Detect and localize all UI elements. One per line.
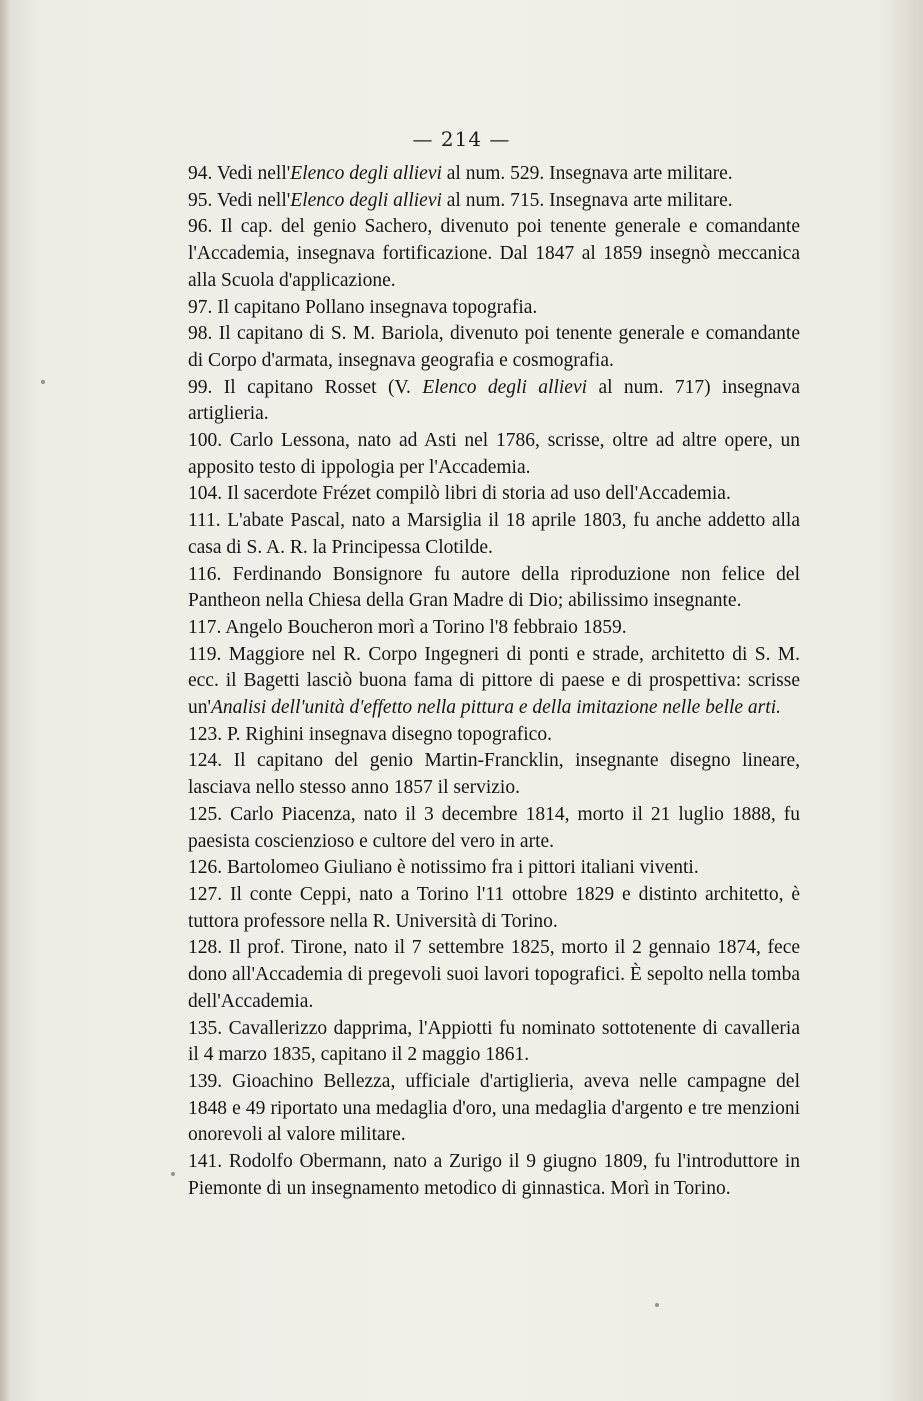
note-number: 104. bbox=[188, 483, 223, 505]
note-text-tail: al num. 529. Insegnava arte militare. bbox=[441, 163, 733, 184]
scan-speck bbox=[171, 1172, 175, 1176]
note-number: 128. bbox=[188, 937, 223, 959]
note-item bbox=[188, 188, 800, 215]
page-number: — 214 — bbox=[412, 127, 511, 151]
note-italic: Elenco degli allievi bbox=[290, 163, 442, 184]
note-text: Maggiore nel R. Corpo Ingegneri di ponti e strade, architetto di S. M. ecc. il Bagetti lasciò buona fama di pittore di paese e di prospettiva: scrisse un' bbox=[188, 643, 801, 719]
note-item bbox=[188, 375, 800, 428]
note-text: Gioachino Bellezza, ufficiale d'artiglieria, aveva nelle campagne del 1848 e 49 riportato una medaglia d'oro, una medaglia d'argento e tre menzioni onorevoli al valore militare. bbox=[188, 1070, 801, 1146]
note-text: Il capitano Pollano insegnava topografia. bbox=[217, 296, 538, 318]
note-item bbox=[188, 882, 800, 935]
note-item bbox=[188, 615, 800, 642]
note-text: Vedi nell' bbox=[216, 163, 291, 184]
note-text: Carlo Piacenza, nato il 3 decembre 1814, morto il 21 luglio 1888, fu paesista coscienzioso e cultore del vero in arte. bbox=[188, 803, 801, 852]
note-number: 127. bbox=[188, 883, 223, 905]
note-text: Il capitano Rosset (V. bbox=[223, 376, 423, 398]
note-italic: Elenco degli allievi bbox=[422, 376, 588, 398]
notes-list bbox=[188, 161, 800, 1202]
note-number: 135. bbox=[188, 1017, 223, 1039]
note-number: 125. bbox=[188, 803, 223, 825]
note-text: Carlo Lessona, nato ad Asti nel 1786, scrisse, oltre ad altre opere, un apposito testo di ippologia per l'Accademia. bbox=[188, 430, 800, 478]
note-number: 116. bbox=[188, 563, 222, 585]
note-text: Cavallerizzo dapprima, l'Appiotti fu nominato sottotenente di cavalleria il 4 marzo 1835, capitano il 2 maggio 1861. bbox=[188, 1017, 801, 1066]
note-number: 119. bbox=[188, 643, 222, 665]
note-text: Il capitano di S. M. Bariola, divenuto poi tenente generale e comandante di Corpo d'armata, insegnava geografia e cosmografia. bbox=[188, 323, 800, 371]
note-item bbox=[188, 748, 800, 801]
note-number: 94. bbox=[188, 163, 213, 184]
note-item bbox=[188, 1149, 800, 1202]
note-text: Il capitano del genio Martin-Francklin, insegnante disegno lineare, lasciava nello stesso anno 1857 il servizio. bbox=[188, 750, 800, 799]
note-number: 100. bbox=[188, 430, 223, 452]
note-number: 95. bbox=[188, 189, 213, 211]
note-number: 139. bbox=[188, 1070, 223, 1092]
note-text: Il prof. Tirone, nato il 7 settembre 1825, morto il 2 gennaio 1874, fece dono all'Accademia di pregevoli suoi lavori topografici. È sepolto nella tomba dell'Accademia. bbox=[188, 937, 801, 1012]
note-text: Il sacerdote Frézet compilò libri di storia ad uso dell'Accademia. bbox=[227, 483, 731, 505]
note-text: Ferdinando Bonsignore fu autore della riproduzione non felice del Pantheon nella Chiesa della Gran Madre di Dio; abilissimo insegnante. bbox=[188, 563, 801, 612]
note-number: 98. bbox=[188, 323, 213, 345]
note-text: Bartolomeo Giuliano è notissimo fra i pittori italiani viventi. bbox=[227, 857, 699, 879]
note-item bbox=[188, 428, 800, 481]
note-number: 99. bbox=[188, 376, 213, 398]
note-item bbox=[188, 481, 800, 508]
note-item bbox=[188, 1069, 800, 1149]
note-text: L'abate Pascal, nato a Marsiglia il 18 aprile 1803, fu anche addetto alla casa di S. A. R. la Principessa Clotilde. bbox=[188, 510, 801, 558]
note-italic: Analisi dell'unità d'effetto nella pittura e della imitazione nelle belle arti. bbox=[211, 697, 781, 719]
note-number: 123. bbox=[188, 723, 223, 745]
note-item bbox=[188, 802, 800, 855]
note-text: P. Righini insegnava disegno topografico. bbox=[227, 723, 552, 745]
note-item bbox=[188, 1016, 800, 1069]
note-number: 126. bbox=[188, 857, 223, 879]
note-text: Angelo Boucheron morì a Torino l'8 febbraio 1859. bbox=[225, 616, 627, 638]
note-item bbox=[188, 722, 800, 749]
note-text: Vedi nell' bbox=[216, 189, 291, 211]
note-item bbox=[188, 295, 800, 322]
note-number: 141. bbox=[188, 1151, 223, 1173]
note-text: Il conte Ceppi, nato a Torino l'11 ottobre 1829 e distinto architetto, è tuttora professore nella R. Università di Torino. bbox=[188, 883, 801, 932]
note-item bbox=[188, 855, 800, 882]
note-item bbox=[188, 161, 800, 188]
scan-speck bbox=[655, 1303, 659, 1307]
page-edge-shadow bbox=[0, 0, 10, 1401]
note-item bbox=[188, 935, 800, 1015]
note-item bbox=[188, 321, 800, 374]
note-number: 96. bbox=[188, 216, 213, 238]
note-item bbox=[188, 508, 800, 561]
note-number: 117. bbox=[188, 616, 222, 638]
note-italic: Elenco degli allievi bbox=[290, 189, 442, 211]
note-number: 124. bbox=[188, 750, 223, 772]
note-item bbox=[188, 562, 800, 615]
scan-speck bbox=[41, 380, 45, 384]
note-item bbox=[188, 214, 800, 294]
note-text: Il cap. del genio Sachero, divenuto poi tenente generale e comandante l'Accademia, insegnava fortificazione. Dal 1847 al 1859 insegnò meccanica alla Scuola d'applicazione. bbox=[188, 216, 801, 291]
note-text-tail: al num. 717) insegnava artiglieria. bbox=[188, 376, 800, 425]
note-text-tail: al num. 715. Insegnava arte militare. bbox=[441, 189, 733, 211]
note-number: 111. bbox=[188, 510, 221, 532]
note-number: 97. bbox=[188, 296, 213, 318]
note-text: Rodolfo Obermann, nato a Zurigo il 9 giugno 1809, fu l'introduttore in Piemonte di un insegnamento metodico di ginnastica. Morì in Torino. bbox=[188, 1151, 800, 1199]
note-item bbox=[188, 642, 800, 722]
